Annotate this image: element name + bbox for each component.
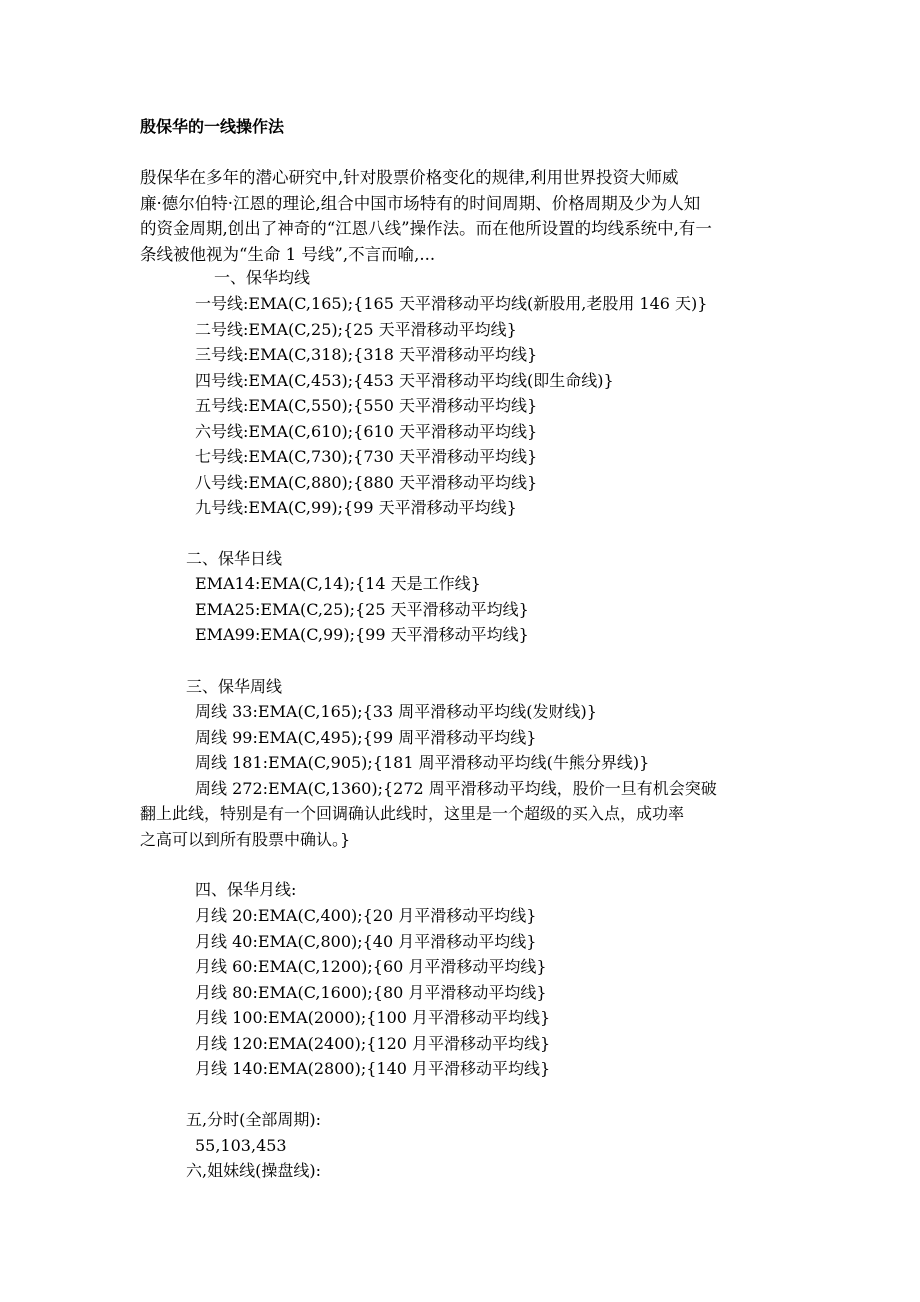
list-item: 八号线:EMA(C,880);{880 天平滑移动平均线} <box>195 472 538 492</box>
list-item: 月线 120:EMA(2400);{120 月平滑移动平均线} <box>195 1033 551 1053</box>
section2-list <box>195 571 529 648</box>
list-item: 月线 60:EMA(C,1200);{60 月平滑移动平均线} <box>195 957 547 976</box>
section1-heading: 一、保华均线 <box>214 268 311 287</box>
list-item: 一号线:EMA(C,165);{165 天平滑移动平均线(新股用,老股用 146 天)} <box>195 294 708 313</box>
section1-list <box>195 291 707 521</box>
list-item: 月线 40:EMA(C,800);{40 月平滑移动平均线} <box>195 931 537 951</box>
section3-wrap <box>140 801 684 852</box>
intro-line: 条线被他视为“生命 1 号线”,不言而喻,... <box>140 244 436 264</box>
wrapped-line: 之高可以到所有股票中确认。} <box>140 829 351 849</box>
section4-list <box>195 903 550 1082</box>
document-title: 殷保华的一线操作法 <box>140 117 285 136</box>
section5-value: 55,103,453 <box>195 1136 287 1155</box>
list-item: 四号线:EMA(C,453);{453 天平滑移动平均线(即生命线)} <box>195 370 614 390</box>
list-item: 五号线:EMA(C,550);{550 天平滑移动平均线} <box>195 396 538 415</box>
wrapped-line: 翻上此线，特别是有一个回调确认此线时，这里是一个超级的买入点，成功率 <box>140 804 685 823</box>
list-item: 六号线:EMA(C,610);{610 天平滑移动平均线} <box>195 421 538 441</box>
list-item: 月线 100:EMA(2000);{100 月平滑移动平均线} <box>195 1008 551 1027</box>
section2-heading: 二、保华日线 <box>186 549 283 568</box>
section3-list <box>195 699 717 801</box>
section3-heading: 三、保华周线 <box>186 677 283 696</box>
section5-heading: 五,分时(全部周期): <box>186 1110 321 1129</box>
list-item: 周线 99:EMA(C,495);{99 周平滑移动平均线} <box>195 727 537 747</box>
list-item: 月线 20:EMA(C,400);{20 月平滑移动平均线} <box>195 906 537 925</box>
list-item: EMA14:EMA(C,14);{14 天是工作线} <box>195 574 481 593</box>
list-item: 周线 272:EMA(C,1360);{272 周平滑移动平均线，股价一旦有机会突破 <box>195 778 717 798</box>
list-item: 月线 80:EMA(C,1600);{80 月平滑移动平均线} <box>195 982 547 1002</box>
list-item: EMA99:EMA(C,99);{99 天平滑移动平均线} <box>195 625 529 644</box>
list-item: EMA25:EMA(C,25);{25 天平滑移动平均线} <box>195 599 529 619</box>
intro-line: 的资金周期,创出了神奇的“江恩八线”操作法。而在他所设置的均线系统中,有一 <box>140 219 712 238</box>
list-item: 七号线:EMA(C,730);{730 天平滑移动平均线} <box>195 447 538 466</box>
list-item: 二号线:EMA(C,25);{25 天平滑移动平均线} <box>195 319 517 339</box>
intro-line: 廉·德尔伯特·江恩的理论,组合中国市场特有的时间周期、价格周期及少为人知 <box>140 193 701 213</box>
section4-heading: 四、保华月线: <box>195 880 297 899</box>
list-item: 周线 33:EMA(C,165);{33 周平滑移动平均线(发财线)} <box>195 702 597 721</box>
list-item: 周线 181:EMA(C,905);{181 周平滑移动平均线(牛熊分界线)} <box>195 753 650 772</box>
intro-line: 殷保华在多年的潜心研究中,针对股票价格变化的规律,利用世界投资大师威 <box>140 168 679 187</box>
list-item: 九号线:EMA(C,99);{99 天平滑移动平均线} <box>195 498 517 517</box>
section6-heading: 六,姐妹线(操盘线): <box>186 1161 321 1180</box>
intro-paragraph <box>140 165 780 267</box>
list-item: 三号线:EMA(C,318);{318 天平滑移动平均线} <box>195 345 538 364</box>
list-item: 月线 140:EMA(2800);{140 月平滑移动平均线} <box>195 1059 551 1078</box>
